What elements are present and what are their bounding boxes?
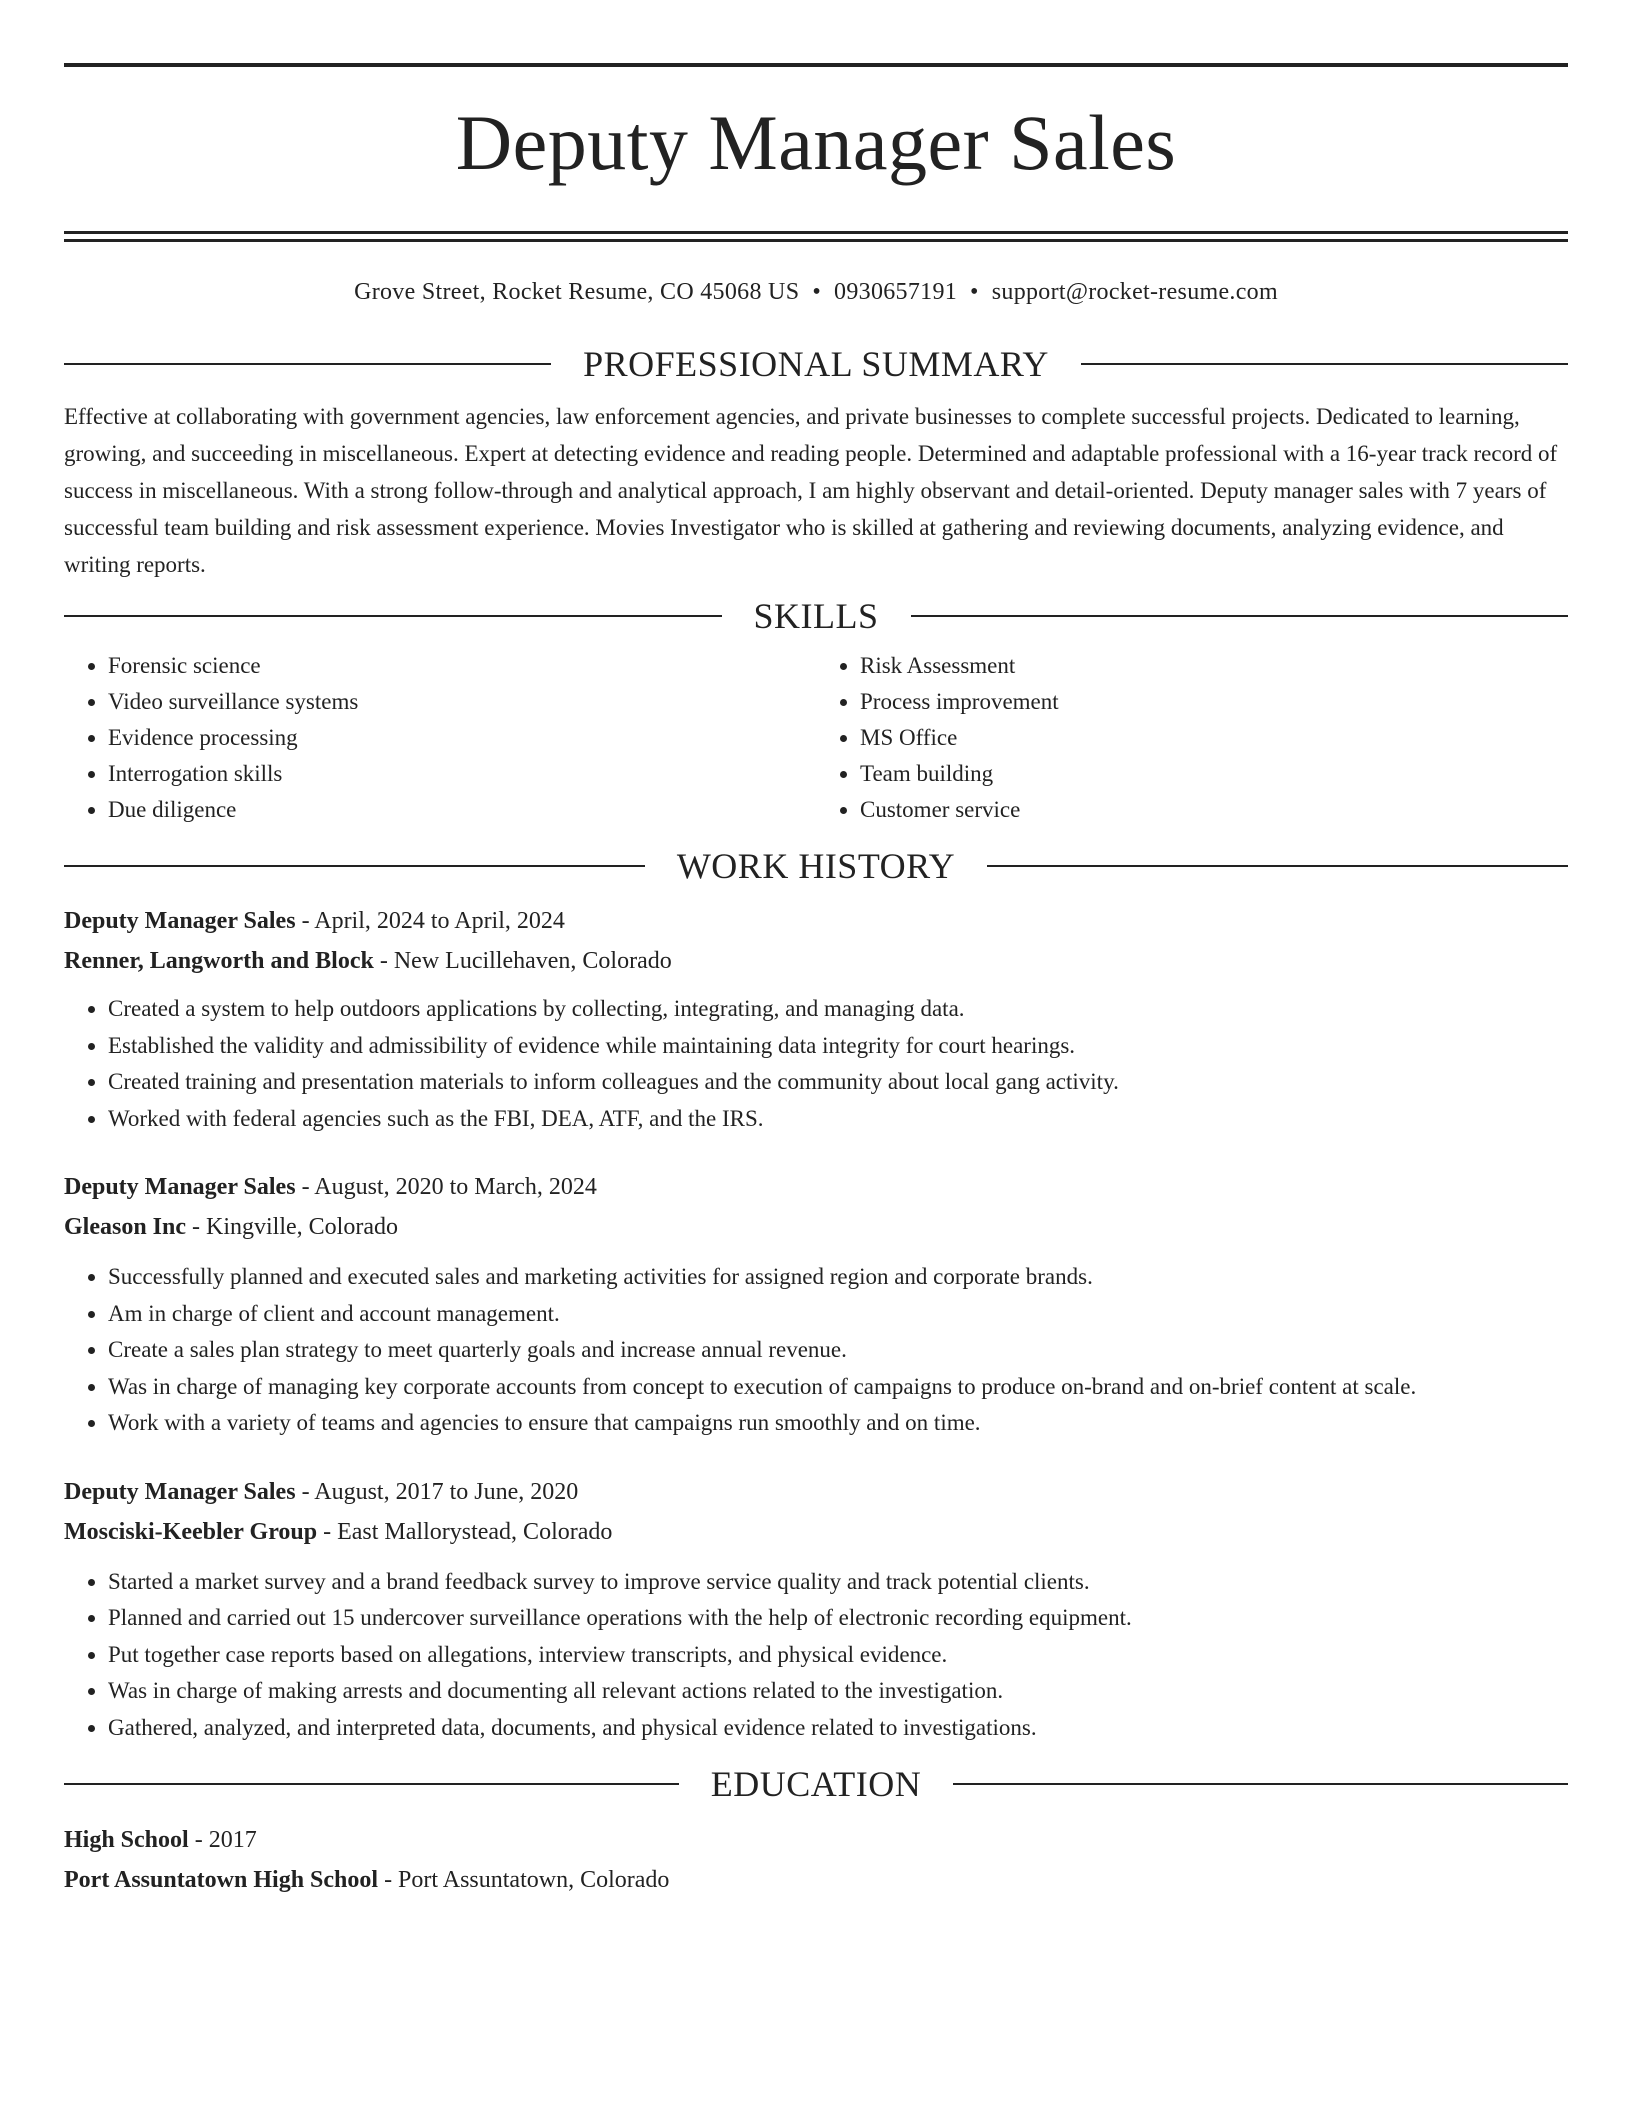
education-school-line	[64, 1860, 1568, 1900]
section-title-work: WORK HISTORY	[676, 846, 956, 886]
double-rule	[64, 231, 1568, 242]
section-header-skills	[64, 596, 1568, 636]
job-bullet: • Successfully planned and executed sales and marketing activities for assigned region and corporate brands.	[108, 1259, 1568, 1296]
job-title-line	[64, 1472, 1568, 1512]
job-bullet: • Was in charge of making arrests and documenting all relevant actions related to the investigation.	[108, 1673, 1568, 1710]
skill-item: • Video surveillance systems	[108, 684, 816, 720]
resume-name: Deputy Manager Sales	[455, 99, 1177, 186]
education-degree-line	[64, 1820, 1568, 1860]
skill-item: • Risk Assessment	[860, 648, 1568, 684]
job-bullet: • Put together case reports based on allegations, interview transcripts, and physical evidence.	[108, 1637, 1568, 1674]
job-title-line	[64, 1167, 1568, 1207]
skills-list-right	[816, 648, 1568, 828]
education-entry	[64, 1820, 1568, 1900]
skills-list-left	[64, 648, 816, 828]
job-title: Deputy Manager Sales	[64, 1478, 296, 1505]
skill-item: • Forensic science	[108, 648, 816, 684]
summary-paragraph: Effective at collaborating with government agencies, law enforcement agencies, and private businesses to complete successful projects. Dedicated to learning, growing, and succeeding in miscellaneous. Expert at detecting evidence and reading people. Determined and adaptable professional with a 16-year track record of success in miscellaneous. With a strong follow-through and analytical approach, I am highly observant and detail-oriented. Deputy manager sales with 7 years of successful team building and risk assessment experience. Movies Investigator who is skilled at gathering and reviewing documents, analyzing evidence, and writing reports.	[64, 404, 1558, 577]
job-title: Deputy Manager Sales	[64, 908, 296, 934]
section-rule	[953, 1783, 1568, 1785]
job-bullet: • Am in charge of client and account management.	[108, 1296, 1568, 1333]
section-header-work	[64, 846, 1568, 886]
top-rule	[64, 63, 1568, 67]
skill-item: • Team building	[860, 756, 1568, 792]
job-bullet: • Was in charge of managing key corporate accounts from concept to execution of campaigns to produce on-brand and on-brief content at scale.	[108, 1369, 1568, 1406]
section-header-summary	[64, 344, 1568, 384]
education-year: - 2017	[188, 1827, 257, 1853]
job-bullet: • Created a system to help outdoors applications by collecting, integrating, and managing data.	[108, 991, 1568, 1028]
job-company: Gleason Inc	[64, 1214, 187, 1240]
job-entry	[64, 901, 1568, 1137]
skill-item: • Process improvement	[860, 684, 1568, 720]
skill-item: • Evidence processing	[108, 720, 816, 756]
job-dates: - August, 2017 to June, 2020	[295, 1478, 579, 1505]
section-title-skills: SKILLS	[753, 596, 879, 636]
job-location: - New Lucillehaven, Colorado	[373, 948, 672, 974]
section-header-education	[64, 1764, 1568, 1804]
job-bullet: • Create a sales plan strategy to meet quarterly goals and increase annual revenue.	[108, 1332, 1568, 1369]
job-company: Renner, Langworth and Block	[64, 948, 374, 974]
skill-item: • Interrogation skills	[108, 756, 816, 792]
job-bullet: • Work with a variety of teams and agencies to ensure that campaigns run smoothly and on time.	[108, 1405, 1568, 1442]
section-title-summary: PROFESSIONAL SUMMARY	[583, 344, 1049, 384]
job-dates: - August, 2020 to March, 2024	[295, 1174, 597, 1200]
job-bullet: • Planned and carried out 15 undercover surveillance operations with the help of electronic recording equipment.	[108, 1600, 1568, 1637]
skill-item: • Customer service	[860, 792, 1568, 828]
section-rule	[64, 865, 645, 867]
education-school: Port Assuntatown High School	[64, 1867, 379, 1893]
job-location: - East Mallorystead, Colorado	[317, 1518, 613, 1545]
education-location: - Port Assuntatown, Colorado	[378, 1867, 670, 1893]
job-company-line	[64, 941, 1568, 981]
job-entry	[64, 1167, 1568, 1442]
contact-phone: 0930657191	[834, 279, 958, 305]
skill-item: • MS Office	[860, 720, 1568, 756]
job-bullets	[64, 1259, 1568, 1442]
contact-address: Grove Street, Rocket Resume, CO 45068 US	[354, 279, 800, 305]
contact-separator: •	[812, 279, 822, 305]
job-bullet: • Worked with federal agencies such as the FBI, DEA, ATF, and the IRS.	[108, 1101, 1568, 1138]
job-bullets	[64, 991, 1568, 1137]
job-bullets	[64, 1564, 1568, 1747]
job-entry	[64, 1472, 1568, 1747]
job-title-line	[64, 901, 1568, 941]
job-company-line	[64, 1207, 1568, 1247]
education-degree: High School	[64, 1827, 189, 1853]
job-bullet: • Established the validity and admissibility of evidence while maintaining data integrity for court hearings.	[108, 1028, 1568, 1065]
section-rule	[64, 1783, 679, 1785]
job-bullet: • Started a market survey and a brand feedback survey to improve service quality and track potential clients.	[108, 1564, 1568, 1601]
section-rule	[64, 615, 722, 617]
section-rule	[1081, 363, 1568, 365]
resume-page	[64, 0, 1568, 1900]
job-company: Mosciski-Keebler Group	[64, 1518, 318, 1545]
section-rule	[911, 615, 1569, 617]
job-bullet: • Created training and presentation materials to inform colleagues and the community about local gang activity.	[108, 1064, 1568, 1101]
job-location: - Kingville, Colorado	[186, 1214, 398, 1240]
section-title-education: EDUCATION	[710, 1764, 922, 1804]
job-bullet: • Gathered, analyzed, and interpreted data, documents, and physical evidence related to investigations.	[108, 1710, 1568, 1747]
section-rule	[987, 865, 1568, 867]
job-title: Deputy Manager Sales	[64, 1174, 296, 1200]
section-rule	[64, 363, 551, 365]
contact-email: support@rocket-resume.com	[991, 279, 1278, 305]
job-dates: - April, 2024 to April, 2024	[295, 908, 565, 934]
skills-columns	[64, 648, 1568, 828]
contact-separator: •	[970, 279, 979, 305]
job-company-line	[64, 1512, 1568, 1552]
contact-line	[64, 276, 1568, 308]
skill-item: • Due diligence	[108, 792, 816, 828]
